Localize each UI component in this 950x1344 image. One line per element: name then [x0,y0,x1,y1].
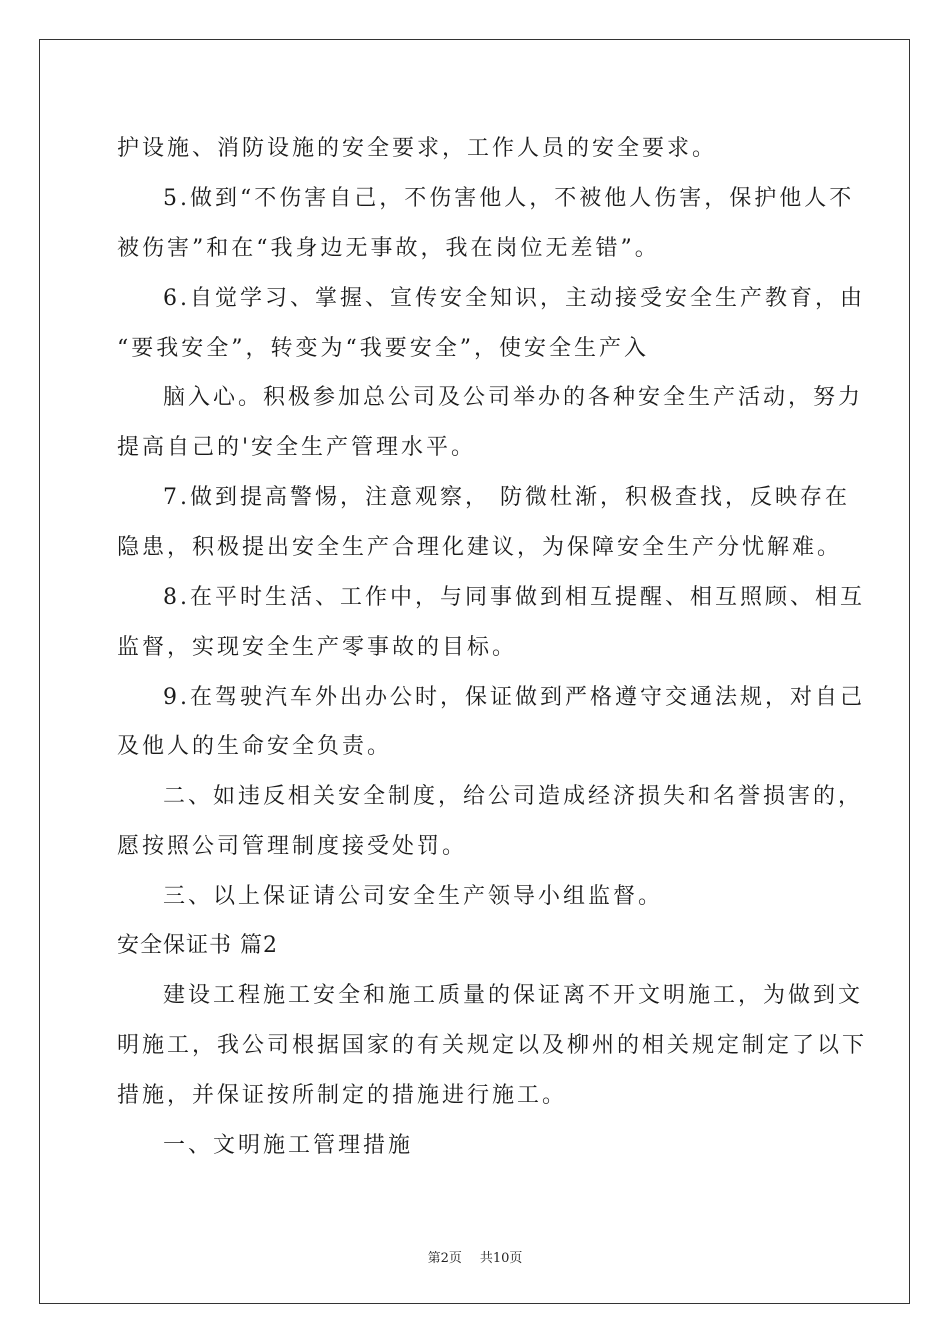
section-heading: 安全保证书 篇2 [117,933,278,958]
text-line: 二、如违反相关安全制度，给公司造成经济损失和名誉损害的， [163,784,864,809]
page-footer [0,1247,950,1266]
text-line: 隐患，积极提出安全生产合理化建议，为保障安全生产分忧解难。 [117,535,843,560]
text-line: 建设工程施工安全和施工质量的保证离不开文明施工，为做到文 [163,983,864,1008]
text-line: 及他人的生命安全负责。 [117,734,393,759]
text-line: 措施，并保证按所制定的措施进行施工。 [117,1083,568,1108]
text-line: “要我安全”，转变为“我要安全”，使安全生产入 [117,336,649,361]
text-line: 9.在驾驶汽车外出办公时，保证做到严格遵守交通法规，对自己 [163,685,865,710]
page-total: 共10页 [479,1251,523,1266]
text-line: 5.做到“不伤害自己，不伤害他人，不被他人伤害，保护他人不 [163,186,855,211]
text-line: 8.在平时生活、工作中，与同事做到相互提醒、相互照顾、相互 [163,585,865,610]
text-line: 监督，实现安全生产零事故的目标。 [117,635,518,660]
page-border [39,39,910,1304]
page-number: 第2页 [427,1251,462,1266]
text-line: 脑入心。积极参加总公司及公司举办的各种安全生产活动，努力 [163,385,864,410]
text-line: 7.做到提高警惕，注意观察， 防微杜渐，积极查找，反映存在 [163,485,850,510]
text-line: 明施工，我公司根据国家的有关规定以及柳州的相关规定制定了以下 [117,1033,868,1058]
text-line: 一、文明施工管理措施 [163,1133,414,1158]
text-line: 提高自己的'安全生产管理水平。 [117,435,477,460]
text-line: 6.自觉学习、掌握、宣传安全知识，主动接受安全生产教育，由 [163,286,865,311]
text-line: 三、以上保证请公司安全生产领导小组监督。 [163,884,664,909]
text-line: 护设施、消防设施的安全要求，工作人员的安全要求。 [117,136,718,161]
text-line: 被伤害”和在“我身边无事故，我在岗位无差错”。 [117,236,660,261]
text-line: 愿按照公司管理制度接受处罚。 [117,834,468,859]
